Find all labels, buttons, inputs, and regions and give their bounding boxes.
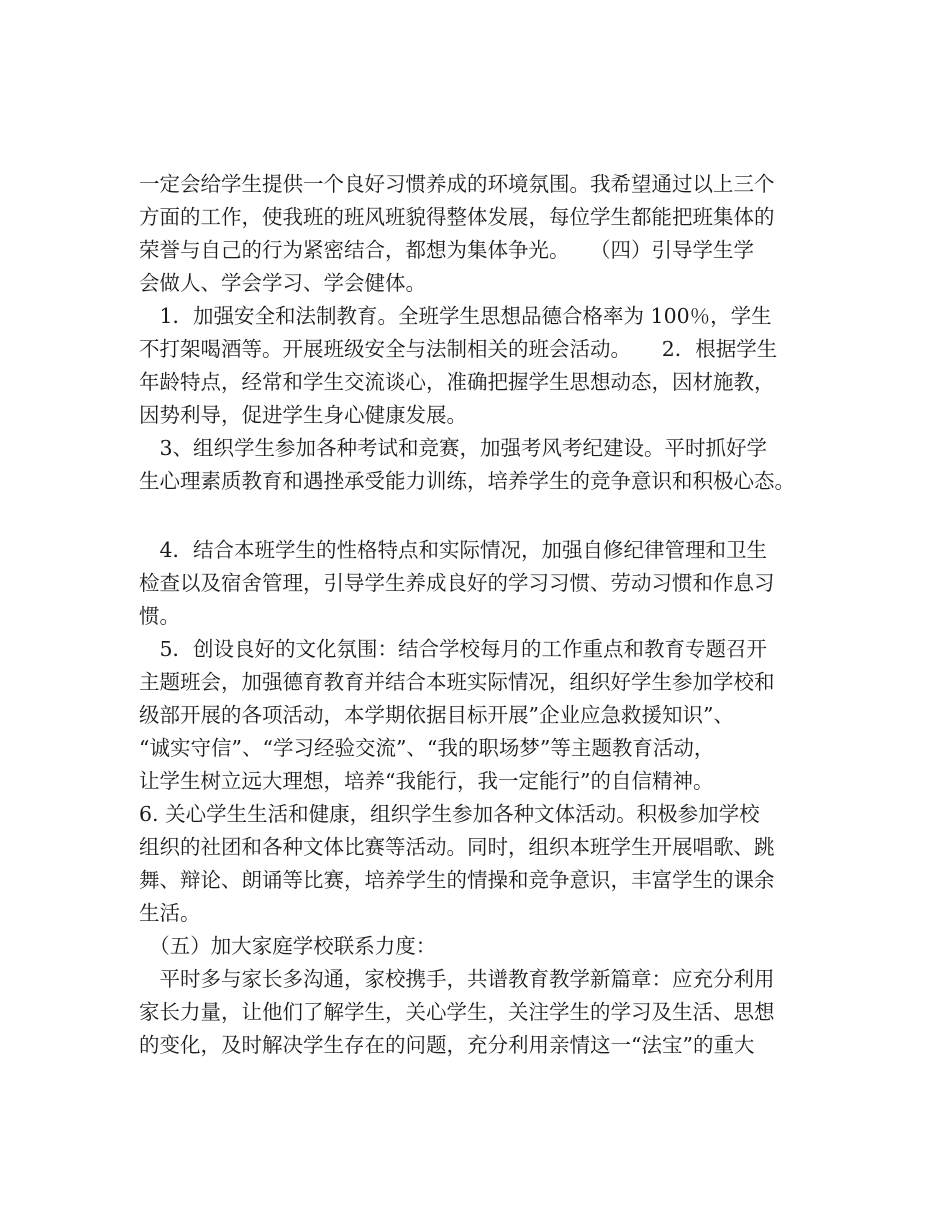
text-line: 家长力量，让他们了解学生，关心学生，关注学生的学习及生活、思想: [139, 1000, 775, 1024]
text-line: （五）加大家庭学校联系力度：: [139, 934, 437, 958]
text-line: 一定会给学生提供一个良好习惯养成的环境氛围。我希望通过以上三个: [139, 172, 775, 196]
text-line: 5．创设良好的文化氛围：结合学校每月的工作重点和教育专题召开: [139, 637, 768, 661]
text-line: 生心理素质教育和遇挫承受能力训练，培养学生的竞争意识和积极心态。: [139, 469, 795, 493]
text-line: 检查以及宿舍管理，引导学生养成良好的学习习惯、劳动习惯和作息习: [139, 571, 775, 595]
text-line: 年龄特点，经常和学生交流谈心，准确把握学生思想动态，因材施教，: [139, 370, 775, 394]
text-line: 的变化，及时解决学生存在的问题，充分利用亲情这一“法宝”的重大: [139, 1033, 755, 1057]
text-line: 荣誉与自己的行为紧密结合，都想为集体争光。 （四）引导学生学: [139, 238, 754, 262]
text-line: “诚实守信”、“学习经验交流”、“我的职场梦”等主题教育活动，: [139, 736, 715, 760]
text-line: 因势利导，促进学生身心健康发展。: [139, 403, 467, 427]
text-line: 组织的社团和各种文体比赛等活动。同时，组织本班学生开展唱歌、跳: [139, 835, 775, 859]
document-body: [139, 168, 829, 1062]
text-line: 会做人、学会学习、学会健体。: [139, 271, 426, 295]
text-line: 方面的工作，使我班的班风班貌得整体发展，每位学生都能把班集体的: [139, 205, 775, 229]
text-line: 4．结合本班学生的性格特点和实际情况，加强自修纪律管理和卫生: [139, 538, 768, 562]
text-line: 3、组织学生参加各种考试和竞赛，加强考风考纪建设。平时抓好学: [139, 436, 768, 460]
text-line: 不打架喝酒等。开展班级安全与法制相关的班会活动。 2．根据学生: [139, 337, 778, 361]
text-line: 级部开展的各项活动，本学期依据目标开展”企业应急救援知识”、: [139, 703, 734, 727]
text-line: 6. 关心学生生活和健康，组织学生参加各种文体活动。积极参加学校: [139, 802, 760, 826]
blank-line: [139, 498, 829, 534]
text-line: 让学生树立远大理想，培养“我能行，我一定能行”的自信精神。: [139, 769, 714, 793]
text-line: 平时多与家长多沟通，家校携手，共谱教育教学新篇章：应充分利用: [139, 967, 775, 991]
text-line: 1．加强安全和法制教育。全班学生思想品德合格率为 100％，学生: [139, 304, 772, 328]
text-line: 生活。: [139, 901, 201, 925]
text-line: 主题班会，加强德育教育并结合本班实际情况，组织好学生参加学校和: [139, 670, 775, 694]
text-line: 舞、辩论、朗诵等比赛，培养学生的情操和竞争意识，丰富学生的课余: [139, 868, 775, 892]
text-line: 惯。: [139, 604, 180, 628]
